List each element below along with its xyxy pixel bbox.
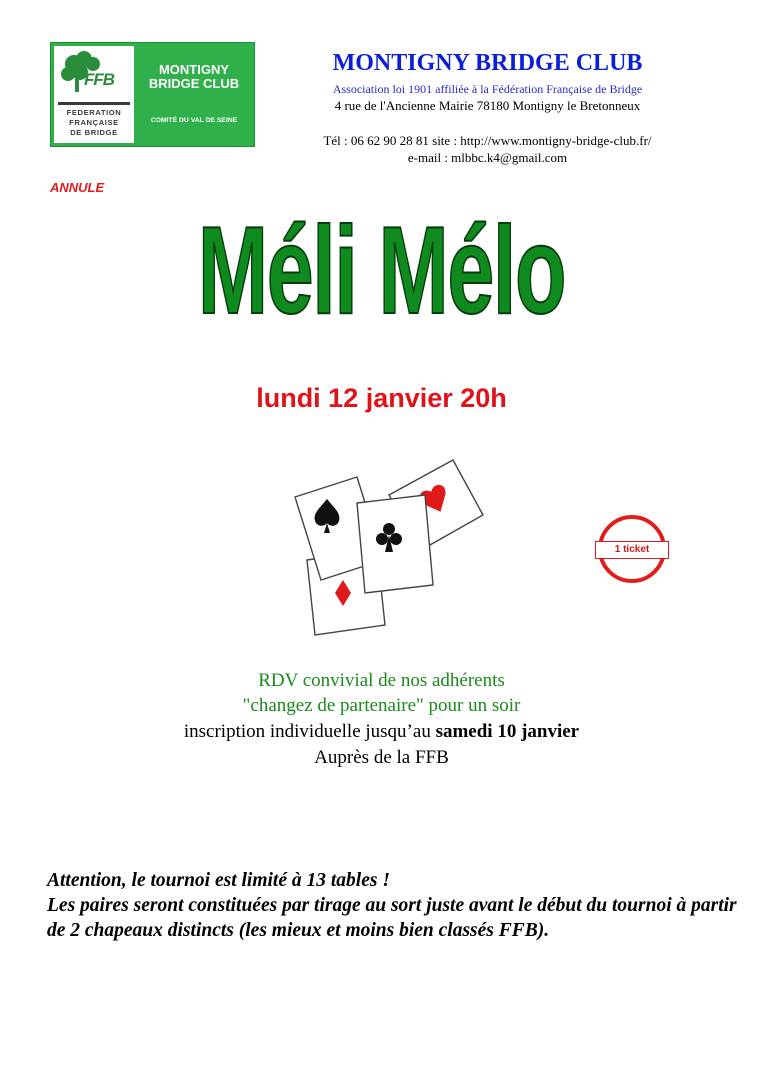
status-annule: ANNULE: [50, 180, 105, 195]
aupres-line: Auprès de la FFB: [314, 747, 449, 768]
ticket-label: 1 ticket: [595, 541, 669, 559]
club-card: [357, 495, 433, 593]
inscription-line: inscription individuelle jusqu’au samedi 10 janvier: [183, 721, 580, 742]
contact-line: Tél : 06 62 90 28 81 site : http://www.montigny-bridge-club.fr/: [323, 133, 652, 148]
association-line: Association loi 1901 affiliée à la Fédération Française de Bridge: [332, 82, 643, 96]
event-title: Méli Mélo: [197, 202, 566, 340]
rdv-line: RDV convivial de nos adhérents: [258, 670, 505, 691]
ffb-logo-text: FFB: [84, 70, 115, 89]
event-date: lundi 12 janvier 20h: [256, 383, 507, 413]
notice-text: [47, 868, 737, 943]
email-line: e-mail : mlbbc.k4@gmail.com: [407, 150, 568, 165]
notice-line-2: Les paires seront constituées par tirage au sort juste avant le début du tournoi à partir de 2 chapeaux distincts (les mieux et moins bien classés FFB).: [47, 895, 737, 941]
federation-text: FEDERATION FRANÇAISE DE BRIDGE: [66, 108, 122, 137]
address-line: 4 rue de l'Ancienne Mairie 78180 Montigny le Bretonneux: [334, 98, 641, 113]
inscription-deadline: samedi 10 janvier: [435, 721, 580, 742]
logo-divider: [58, 102, 130, 105]
logo-club-name: MONTIGNY BRIDGE CLUB: [148, 62, 240, 91]
ticket-badge: [598, 515, 666, 583]
playing-cards-illustration: [285, 455, 495, 640]
club-name: MONTIGNY BRIDGE CLUB: [332, 50, 643, 76]
logo-comite: COMITÉ DU VAL DE SEINE: [150, 117, 238, 124]
notice-line-1: Attention, le tournoi est limité à 13 tables !: [47, 870, 390, 891]
ffb-logo-panel: [54, 46, 134, 143]
changez-line: "changez de partenaire" pour un soir: [242, 695, 521, 716]
club-logo: [50, 42, 255, 147]
